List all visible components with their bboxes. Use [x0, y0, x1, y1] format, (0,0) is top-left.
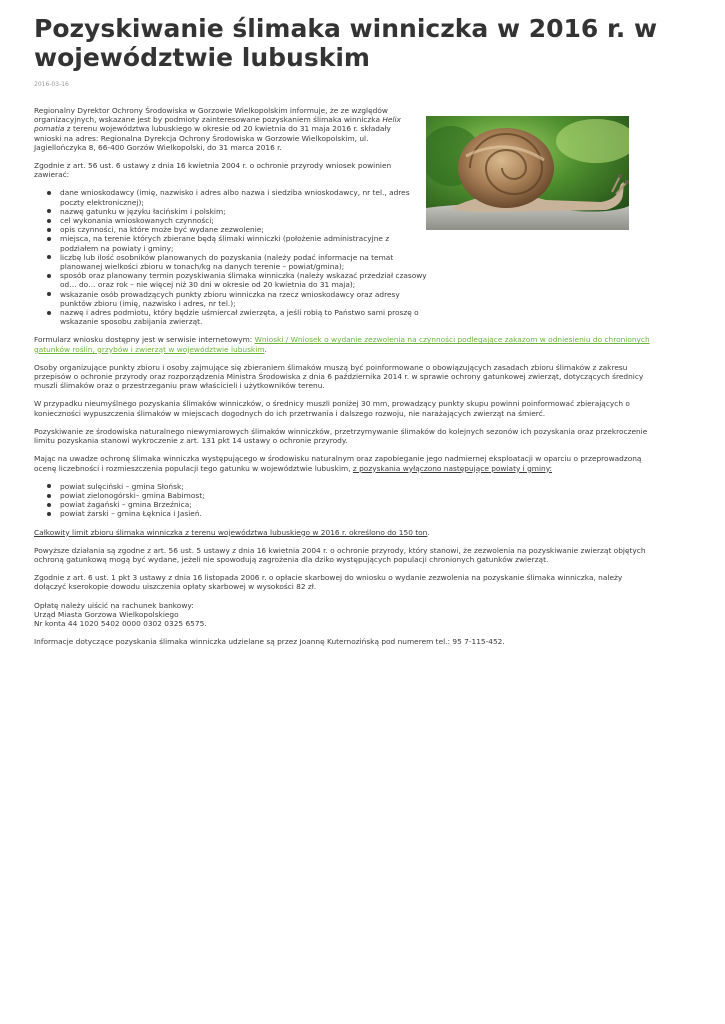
list-item: powiat sulęciński – gmina Słońsk;: [60, 482, 652, 491]
list-item: cel wykonania wnioskowanych czynności;: [60, 216, 428, 225]
permits-paragraph: Powyższe działania są zgodne z art. 56 ust. 5 ustawy z dnia 16 kwietnia 2004 r. o ochronie przyrody, który stanowi, że zezwolenia na pozyskiwanie zwierząt objętych ochroną gatunkową mogą być wydane, jeżeli nie spowodują zagrożenia dla dziko występujących populacji chronionych gatunków zwierząt.: [34, 545, 646, 564]
requirements-intro: Zgodnie z art. 56 ust. 6 ustawy z dnia 16 kwietnia 2004 r. o ochronie przyrody wniosek powinien zawierać:: [34, 161, 392, 180]
requirements-list: [34, 188, 428, 326]
excluded-areas-list: [34, 482, 652, 519]
form-paragraph: Formularz wniosku dostępny jest w serwisie internetowym: Wnioski / Wniosek o wydanie zezwolenia na czynności podlegające zakazom w odniesieniu do chronionych gatunków roślin, grzybów i zwierząt w województwie lubuskim.: [34, 335, 650, 354]
bank-account-number: Nr konta 44 1020 5402 0000 0302 0325 6575.: [34, 618, 207, 628]
list-item: nazwę i adres podmiotu, który będzie uśmiercał zwierzęta, a jeśli robią to Państwo sami proszę o wskazanie sposobu zabijania zwierząt.: [60, 308, 428, 326]
overlimit-paragraph: Pozyskiwanie ze środowiska naturalnego niewymiarowych ślimaków winniczków, przetrzymywanie ślimaków do kolejnych sezonów ich pozyskania oraz przekroczenie limitu pozyskania stanowi wykroczenie z art. 131 pkt 14 ustawy o ochronie przyrody.: [34, 426, 648, 446]
page-title: Pozyskiwanie ślimaka winniczka w 2016 r. w województwie lubuskim: [34, 14, 658, 72]
list-item: liczbę lub ilość osobników planowanych do pozyskania (należy podać informacje na temat planowanej wielkości zbioru w tonach/kg na danych terenie – powiat/gmina);: [60, 253, 428, 271]
list-item: miejsca, na terenie których zbierane będą ślimaki winniczki (położenie administracyjne z podziałem na powiaty i gminy;: [60, 234, 428, 252]
fee-paragraph: Zgodnie z art. 6 ust. 1 pkt 3 ustawy z dnia 16 listopada 2006 r. o opłacie skarbowej do wniosku o wydanie zezwolenia na pozyskanie ślimaka winniczka, należy dołączyć kserokopie dowodu uiszczenia opłaty skarbowej w wysokości 82 zł.: [34, 573, 623, 592]
list-item: powiat żagański – gmina Brzeźnica;: [60, 500, 652, 509]
list-item: opis czynności, na które może być wydane zezwolenie;: [60, 225, 428, 234]
list-item: wskazanie osób prowadzących punkty zbioru winniczka na rzecz wnioskodawcy oraz adresy punktów zbioru (imię, nazwisko i adres, nr tel.);: [60, 290, 428, 308]
undersized-paragraph: W przypadku nieumyślnego pozyskania ślimaków winniczków, o średnicy muszli poniżej 30 mm, prowadzący punkty skupu powinni poinformować zbierających o konieczności wypuszczenia ślimaków w miejscach dogodnych do ich przetrwania i dalszego rozwoju, nie narażających zwierząt na śmierć.: [34, 399, 630, 418]
list-item: sposób oraz planowany termin pozyskiwania ślimaka winniczka (należy wskazać przedział czasowy od… do… oraz rok – nie więcej niż 30 dni w okresie od 20 kwietnia do 31 maja);: [60, 271, 427, 290]
contact-paragraph: Informacje dotyczące pozyskania ślimaka winniczka udzielane są przez Joannę Kuternozińską pod numerem tel.: 95 7-115-452.: [34, 637, 505, 647]
organizers-paragraph: Osoby organizujące punkty zbioru i osoby zajmujące się zbieraniem ślimaków muszą być poinformowane o obowiązujących zasadach zbioru ślimaków z zakresu przepisów o ochronie przyrody oraz rozporządzenia Ministra Środowiska z dnia 6 października 2014 r. w sprawie ochrony gatunkowej zwierząt, dotyczących średnicy muszli ślimaków oraz o przestrzeganiu praw właścicieli i użytkowników terenu.: [34, 362, 644, 391]
harvest-limit: Całkowity limit zbioru ślimaka winniczka z terenu województwa lubuskiego w 2016 r. określono do 150 ton: [34, 527, 428, 537]
list-item: powiat zielonogórski– gmina Babimost;: [60, 491, 652, 500]
list-item: nazwę gatunku w języku łacińskim i polskim;: [60, 207, 428, 216]
species-name: Helix pomatia: [34, 115, 401, 134]
list-item: powiat żarski – gmina Łęknica i Jasień.: [60, 509, 652, 518]
intro-paragraph: Regionalny Dyrektor Ochrony Środowiska w Gorzowie Wielkopolskim informuje, że ze względów organizacyjnych, wskazane jest by podmioty zainteresowane pozyskaniem ślimaka winniczka Helix pomatia z terenu województwa lubuskiego w okresie od 20 kwietnia do 31 maja 2016 r. składały wnioski na adres: Regionalna Dyrekcja Ochrony Środowiska w Gorzowie Wielkopolskim, ul. Jagiellończyka 8, 66-400 Gorzów Wielkopolski, do 31 marca 2016 r.: [34, 106, 401, 152]
publish-date: 2016-03-16: [34, 81, 69, 88]
article-body: [34, 106, 652, 655]
protection-paragraph: Mając na uwadze ochronę ślimaka winniczka występującego w środowisku naturalnym oraz zapobieganie jego nadmiernej eksploatacji w oparciu o przeprowadzoną ocenę liczebności i rozmieszczenia populacji tego gatunku w województwie lubuskim, z pozyskania wyłączono następujące powiaty i gminy:: [34, 454, 642, 473]
bank-details: Opłatę należy uiścić na rachunek bankowy: Urząd Miasta Gorzowa Wielkopolskiego Nr konta 44 1020 5402 0000 0302 0325 6575.: [34, 600, 207, 628]
limit-paragraph: Całkowity limit zbioru ślimaka winniczka z terenu województwa lubuskiego w 2016 r. określono do 150 ton.: [34, 527, 430, 537]
form-link[interactable]: Wnioski / Wniosek o wydanie zezwolenia na czynności podlegające zakazom w odniesieniu do chronionych gatunków roślin, grzybów i zwierząt w województwie lubuskim: [34, 335, 650, 354]
list-item: dane wnioskodawcy (imię, nazwisko i adres albo nazwa i siedziba wnioskodawcy, nr tel., adres poczty elektronicznej);: [60, 188, 428, 206]
excluded-areas-intro: z pozyskania wyłączono następujące powiaty i gminy:: [352, 463, 553, 473]
